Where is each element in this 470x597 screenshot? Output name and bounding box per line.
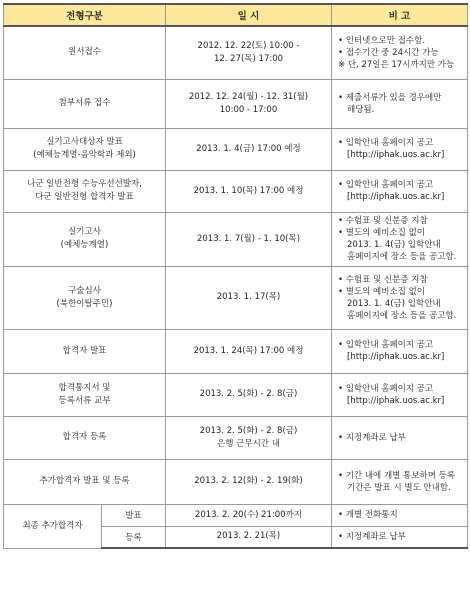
cell-line: 은행 근무시간 내: [217, 438, 280, 449]
cell-line: • 입학안내 홈페이지 공고: [338, 383, 434, 394]
category-cell: [4, 212, 166, 266]
cell-line: 구술심사: [68, 285, 101, 296]
remarks-cell: [332, 329, 468, 373]
cell-line: [http://iphak.uos.ac.kr]: [347, 150, 445, 160]
cell-line: 해당됨.: [347, 104, 375, 115]
cell-line: • 수험표 및 신분증 지참: [338, 274, 428, 285]
final-subcategory-cell: 발표: [102, 504, 166, 526]
schedule-row: [4, 128, 468, 170]
category-cell: [4, 416, 166, 459]
cell-line: 2012. 12. 22(토) 10:00 -: [197, 40, 300, 51]
schedule-table-wrap: [3, 3, 467, 593]
datetime-cell: [166, 266, 332, 329]
datetime-cell: [166, 459, 332, 504]
schedule-row: [4, 26, 468, 79]
header-row: [4, 4, 468, 26]
cell-line: 홈페이지에 장소 등을 공고함.: [347, 252, 457, 262]
cell-line: • 접수기간 중 24시간 가능: [338, 47, 439, 58]
remarks-cell: [332, 266, 468, 329]
category-cell: [4, 79, 166, 128]
cell-line: 2012. 12. 24(월) - 12. 31(월): [188, 91, 309, 102]
cell-line: 2013. 1. 24(목) 17:00 예정: [193, 345, 304, 356]
schedule-row: [4, 459, 468, 504]
remarks-cell: [332, 128, 468, 170]
cell-line: 실기고사대상자 발표: [46, 137, 123, 147]
datetime-cell: [166, 329, 332, 373]
cell-line: • 제출서류가 있을 경우에만: [338, 92, 442, 103]
category-cell: [4, 26, 166, 79]
datetime-cell: [166, 79, 332, 128]
datetime-cell: [166, 212, 332, 266]
cell-line: 합격자 등록: [62, 432, 107, 442]
final-additional-category: 최종 추가합격자: [4, 504, 102, 548]
remarks-cell: [332, 170, 468, 212]
schedule-row: [4, 212, 468, 266]
category-cell: [4, 266, 166, 329]
cell-line: • 기간 내에 개별 통보하며 등록: [338, 470, 456, 481]
header-category: 전형구분: [4, 4, 166, 26]
category-cell: [4, 170, 166, 212]
category-cell: [4, 128, 166, 170]
cell-line: 2013. 1. 17(목): [216, 292, 281, 302]
header-datetime: 일 시: [166, 4, 332, 26]
cell-line: 12. 27(목) 17:00: [213, 53, 284, 64]
remarks-cell: [332, 373, 468, 416]
cell-line: 2013. 2. 5(화) - 2. 8(금): [199, 389, 298, 399]
schedule-row: [4, 266, 468, 329]
cell-line: (예체능계열-음악학과 제외): [33, 150, 136, 160]
cell-line: 등록서류 교부: [58, 395, 111, 406]
cell-line: • 입학안내 홈페이지 공고: [338, 340, 434, 350]
datetime-cell: [166, 373, 332, 416]
schedule-row: [4, 170, 468, 212]
cell-line: • 별도의 예비소집 없이: [338, 228, 426, 238]
datetime-cell: [166, 26, 332, 79]
cell-line: [http://iphak.uos.ac.kr]: [347, 352, 445, 362]
header-remarks: 비 고: [332, 4, 468, 26]
cell-line: • 입학안내 홈페이지 공고: [338, 180, 434, 190]
cell-line: 2013. 2. 12(화) - 2. 19(화): [194, 476, 303, 486]
cell-line: [http://iphak.uos.ac.kr]: [347, 395, 445, 406]
cell-line: • 수험표 및 신분증 지참: [338, 216, 428, 226]
datetime-cell: [166, 170, 332, 212]
cell-line: • 지정계좌로 납부: [338, 432, 406, 443]
schedule-row: [4, 329, 468, 373]
schedule-row: [4, 416, 468, 459]
remarks-cell: [332, 459, 468, 504]
cell-line: 2013. 1. 10(목) 17:00 예정: [193, 185, 304, 196]
datetime-cell: 2013. 2. 20(수) 21:00까지: [166, 504, 332, 526]
remarks-cell: [332, 26, 468, 79]
cell-line: 홈페이지에 장소 등을 공고함.: [347, 310, 457, 321]
final-subcategory-cell: 등록: [102, 526, 166, 548]
cell-line: 다군 일반전형 합격자 발표: [35, 192, 134, 202]
cell-line: • 인터넷으로만 접수함.: [338, 35, 426, 46]
cell-line: (예체능계열): [60, 240, 109, 250]
cell-line: ※ 단, 27일은 17시까지만 가능: [338, 59, 455, 70]
cell-line: (북한이탈주민): [56, 298, 113, 309]
cell-line: 2013. 1. 4(금) 17:00 예정: [196, 143, 301, 154]
cell-line: 추가합격자 발표 및 등록: [39, 476, 130, 486]
cell-line: 2013. 1. 4(금) 입학안내: [347, 240, 441, 250]
cell-line: 2013. 1. 7(월) - 1. 10(목): [196, 233, 301, 244]
cell-line: 2013. 2. 5(화) - 2. 8(금): [199, 425, 298, 436]
datetime-cell: [166, 416, 332, 459]
remarks-cell: • 지정계좌로 납부: [332, 526, 468, 548]
cell-line: [http://iphak.uos.ac.kr]: [347, 192, 445, 202]
cell-line: • 입학안내 홈페이지 공고: [338, 138, 434, 148]
admission-schedule-table: [3, 3, 468, 549]
cell-line: 나군 일반전형 수능우선선발자,: [27, 179, 142, 189]
remarks-cell: • 개별 전화통지: [332, 504, 468, 526]
category-cell: [4, 459, 166, 504]
remarks-cell: [332, 212, 468, 266]
remarks-cell: [332, 79, 468, 128]
cell-line: 10:00 - 17:00: [219, 104, 278, 115]
cell-line: 기간은 발표 시 별도 안내함.: [347, 482, 451, 493]
datetime-cell: [166, 128, 332, 170]
datetime-cell: 2013. 2. 21(목): [166, 526, 332, 548]
cell-line: 실기고사: [68, 227, 101, 237]
final-additional-row: [4, 504, 468, 526]
remarks-cell: [332, 416, 468, 459]
cell-line: 첨부서류 접수: [58, 98, 111, 108]
cell-line: 합격자 발표: [62, 345, 107, 356]
schedule-row: [4, 79, 468, 128]
category-cell: [4, 373, 166, 416]
category-cell: [4, 329, 166, 373]
cell-line: 2013. 1. 4(금) 입학안내: [347, 298, 441, 309]
cell-line: • 별도의 예비소집 없이: [338, 286, 426, 297]
cell-line: 합격통지서 및: [58, 382, 111, 393]
cell-line: 원서접수: [68, 47, 101, 58]
schedule-row: [4, 373, 468, 416]
